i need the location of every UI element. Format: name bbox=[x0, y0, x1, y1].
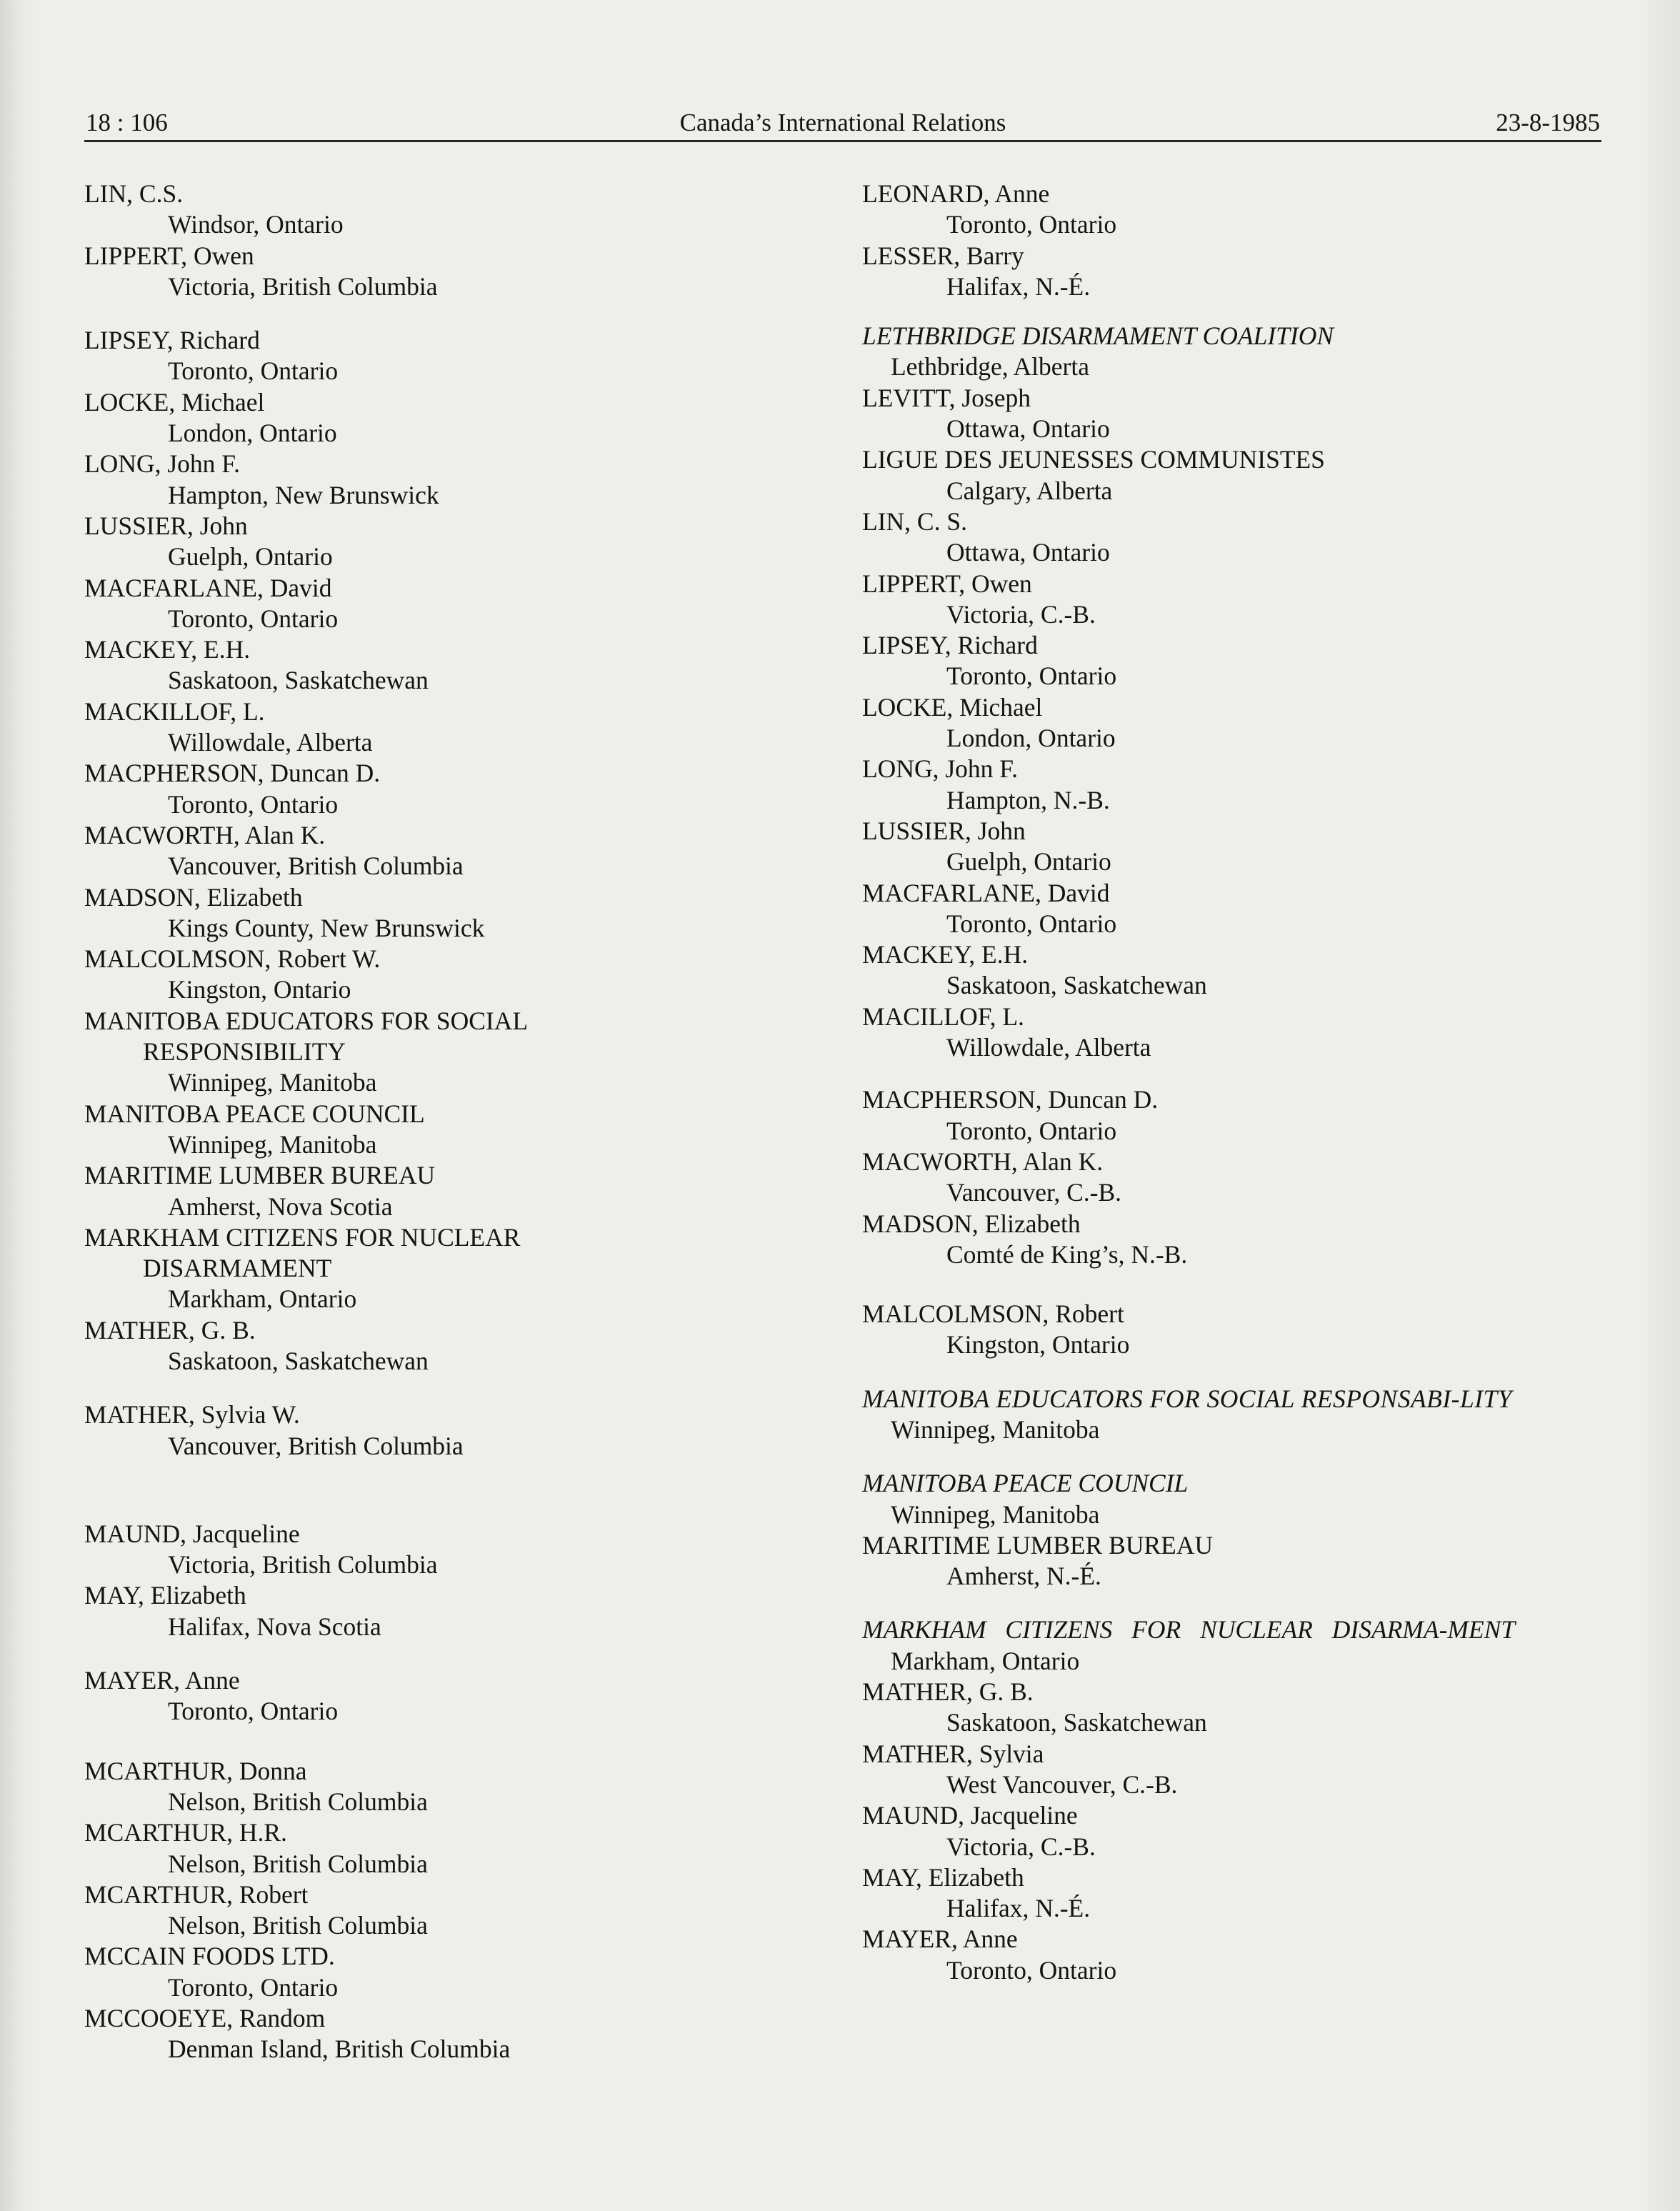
entry-name: MAYER, Anne bbox=[862, 1925, 1018, 1954]
list-item bbox=[84, 758, 841, 820]
entry-place: Kings County, New Brunswick bbox=[168, 913, 485, 942]
entry-name: MADSON, Elizabeth bbox=[84, 882, 303, 912]
entry-place: Victoria, C.-B. bbox=[946, 1832, 1096, 1861]
entry-place: Windsor, Ontario bbox=[168, 210, 344, 239]
entry-name: LIPSEY, Richard bbox=[862, 631, 1038, 660]
entry-place: London, Ontario bbox=[168, 419, 337, 448]
list-item bbox=[84, 1941, 841, 2003]
entry-name: LOCKE, Michael bbox=[84, 387, 265, 416]
list-item bbox=[862, 630, 1605, 692]
entry-name: MAY, Elizabeth bbox=[862, 1862, 1024, 1892]
entry-name: LIGUE DES JEUNESSES COMMUNISTES bbox=[862, 445, 1325, 474]
entry-name: MATHER, Sylvia bbox=[862, 1739, 1044, 1768]
list-item bbox=[84, 1756, 841, 1818]
entry-name: MARITIME LUMBER BUREAU bbox=[84, 1161, 436, 1190]
entry-name: LEVITT, Joseph bbox=[862, 383, 1031, 412]
entry-place: West Vancouver, C.-B. bbox=[946, 1770, 1178, 1799]
list-item bbox=[84, 944, 841, 1006]
list-item bbox=[862, 1924, 1605, 1986]
entry-place: Toronto, Ontario bbox=[168, 604, 339, 633]
list-item bbox=[84, 449, 841, 511]
list-item bbox=[84, 1099, 841, 1161]
list-item bbox=[862, 754, 1605, 816]
list-item bbox=[862, 1209, 1605, 1271]
entry-name: MCARTHUR, H.R. bbox=[84, 1818, 287, 1847]
entry-place: Amherst, Nova Scotia bbox=[168, 1192, 393, 1221]
entry-name: MATHER, G. B. bbox=[862, 1677, 1034, 1707]
list-item bbox=[862, 1677, 1605, 1739]
entry-place: Calgary, Alberta bbox=[946, 476, 1113, 505]
list-item bbox=[862, 1800, 1605, 1862]
list-item bbox=[84, 1006, 656, 1099]
entry-place: Comté de King’s, N.-B. bbox=[946, 1239, 1188, 1269]
list-item bbox=[84, 1160, 841, 1222]
entry-place: Toronto, Ontario bbox=[946, 1116, 1117, 1145]
entry-name: LETHBRIDGE DISARMAMENT COALITION bbox=[862, 321, 1334, 351]
entry-name: MACKEY, E.H. bbox=[84, 635, 251, 664]
publication-date: 23-8-1985 bbox=[1496, 109, 1600, 136]
entry-place: London, Ontario bbox=[946, 724, 1116, 753]
list-item bbox=[84, 2003, 841, 2065]
entry-place: Vancouver, C.-B. bbox=[946, 1178, 1122, 1207]
entry-place: Saskatoon, Saskatchewan bbox=[168, 1346, 429, 1375]
list-item bbox=[84, 820, 841, 882]
entry-name: MALCOLMSON, Robert bbox=[862, 1299, 1124, 1329]
entry-name: LIPPERT, Owen bbox=[862, 569, 1032, 598]
list-item bbox=[862, 506, 1605, 569]
list-item bbox=[862, 1002, 1605, 1064]
list-item bbox=[84, 325, 841, 387]
list-item bbox=[84, 241, 841, 303]
entry-name: MCCOOEYE, Random bbox=[84, 2004, 326, 2033]
list-item bbox=[84, 179, 841, 241]
entry-name: MAYER, Anne bbox=[84, 1666, 240, 1695]
entry-name: MCARTHUR, Robert bbox=[84, 1880, 309, 1909]
entry-place: Saskatoon, Saskatchewan bbox=[946, 971, 1207, 1000]
list-item bbox=[862, 1614, 1605, 1677]
list-item bbox=[84, 1880, 841, 1942]
entry-name: MATHER, Sylvia W. bbox=[84, 1400, 300, 1429]
entry-place: Kingston, Ontario bbox=[168, 975, 351, 1004]
list-item bbox=[84, 1399, 841, 1462]
entry-name: MACFARLANE, David bbox=[84, 573, 332, 602]
entry-place: Nelson, British Columbia bbox=[168, 1911, 428, 1940]
entry-place: Markham, Ontario bbox=[168, 1284, 357, 1314]
list-item bbox=[84, 511, 841, 573]
entry-place: Toronto, Ontario bbox=[168, 1697, 339, 1726]
list-item bbox=[862, 1384, 1605, 1446]
list-item bbox=[862, 878, 1605, 940]
publication-title: Canada’s International Relations bbox=[679, 109, 1006, 136]
list-item bbox=[84, 1519, 841, 1581]
entry-place: Vancouver, British Columbia bbox=[168, 852, 464, 881]
entry-name: MAY, Elizabeth bbox=[84, 1581, 246, 1610]
list-item bbox=[84, 1580, 841, 1642]
entry-name: LIPPERT, Owen bbox=[84, 241, 254, 270]
entry-name: MARITIME LUMBER BUREAU bbox=[862, 1530, 1214, 1559]
entry-place: Winnipeg, Manitoba bbox=[168, 1068, 377, 1097]
entry-place: Toronto, Ontario bbox=[946, 662, 1117, 691]
entry-place: Toronto, Ontario bbox=[946, 1955, 1117, 1985]
list-item bbox=[862, 1299, 1605, 1361]
entry-name: LEONARD, Anne bbox=[862, 179, 1050, 208]
list-item bbox=[862, 692, 1605, 754]
entry-name: MACWORTH, Alan K. bbox=[84, 820, 326, 849]
list-item bbox=[84, 1665, 841, 1727]
list-item bbox=[84, 1222, 656, 1315]
entry-name: LIN, C. S. bbox=[862, 506, 967, 536]
entry-name: LIN, C.S. bbox=[84, 179, 184, 208]
list-item bbox=[862, 241, 1605, 303]
entry-place: Toronto, Ontario bbox=[168, 789, 339, 819]
entry-name: MANITOBA PEACE COUNCIL bbox=[84, 1099, 425, 1128]
list-item bbox=[84, 697, 841, 759]
list-item bbox=[862, 1147, 1605, 1209]
entry-place: Toronto, Ontario bbox=[168, 356, 339, 386]
entry-place: Ottawa, Ontario bbox=[946, 414, 1110, 444]
list-item bbox=[862, 1739, 1605, 1801]
entry-name: MARKHAM CITIZENS FOR NUCLEAR DISARMAMENT bbox=[84, 1222, 521, 1283]
list-item bbox=[862, 383, 1605, 445]
entry-place: Victoria, British Columbia bbox=[168, 271, 438, 301]
entry-place: Winnipeg, Manitoba bbox=[168, 1129, 377, 1159]
entry-place: Toronto, Ontario bbox=[946, 909, 1117, 938]
list-item bbox=[84, 1817, 841, 1880]
list-item bbox=[862, 444, 1605, 506]
entry-name: MAUND, Jacqueline bbox=[84, 1519, 300, 1548]
list-item bbox=[862, 939, 1605, 1002]
entry-place: Willowdale, Alberta bbox=[946, 1033, 1151, 1062]
entry-place: Halifax, N.-É. bbox=[946, 1894, 1091, 1923]
entry-name: MALCOLMSON, Robert W. bbox=[84, 944, 381, 974]
entry-place: Vancouver, British Columbia bbox=[168, 1431, 464, 1460]
page-number: 18 : 106 bbox=[86, 109, 168, 136]
entry-name: MACILLOF, L. bbox=[862, 1002, 1024, 1031]
entry-place: Halifax, Nova Scotia bbox=[168, 1612, 381, 1641]
list-item bbox=[84, 1315, 841, 1377]
list-item bbox=[862, 321, 1605, 383]
entry-place: Saskatoon, Saskatchewan bbox=[946, 1708, 1207, 1737]
entry-place: Nelson, British Columbia bbox=[168, 1849, 428, 1878]
entry-place: Toronto, Ontario bbox=[946, 210, 1117, 239]
entry-place: Amherst, N.-É. bbox=[946, 1562, 1101, 1591]
list-item bbox=[84, 573, 841, 635]
list-item bbox=[862, 179, 1605, 241]
entry-name: MANITOBA EDUCATORS FOR SOCIAL RESPONSABI-LITY bbox=[862, 1384, 1513, 1413]
entry-name: MACPHERSON, Duncan D. bbox=[862, 1085, 1159, 1114]
list-item bbox=[862, 1530, 1605, 1592]
entry-name: MACWORTH, Alan K. bbox=[862, 1147, 1104, 1176]
list-item bbox=[862, 1468, 1605, 1530]
entry-place: Victoria, C.-B. bbox=[946, 599, 1096, 629]
list-item bbox=[862, 816, 1605, 878]
entry-name: MACPHERSON, Duncan D. bbox=[84, 759, 381, 788]
entry-name: LONG, John F. bbox=[84, 449, 241, 479]
entry-place: Victoria, British Columbia bbox=[168, 1550, 438, 1579]
running-header bbox=[84, 107, 1601, 142]
entry-name: MACKILLOF, L. bbox=[84, 697, 265, 726]
entry-place: Kingston, Ontario bbox=[946, 1330, 1130, 1359]
entry-place: Markham, Ontario bbox=[891, 1646, 1080, 1675]
entry-place: Hampton, N.-B. bbox=[946, 785, 1110, 814]
entry-place: Hampton, New Brunswick bbox=[168, 480, 439, 509]
entry-name: MACFARLANE, David bbox=[862, 878, 1110, 907]
list-item bbox=[862, 1084, 1605, 1147]
entry-name: MACKEY, E.H. bbox=[862, 940, 1029, 969]
entry-name: LUSSIER, John bbox=[862, 816, 1026, 845]
entry-place: Willowdale, Alberta bbox=[168, 728, 373, 757]
entry-name: LUSSIER, John bbox=[84, 511, 248, 540]
entry-name: MAUND, Jacqueline bbox=[862, 1801, 1078, 1830]
entry-place: Lethbridge, Alberta bbox=[891, 352, 1089, 381]
list-item bbox=[84, 882, 841, 944]
entry-name: MANITOBA EDUCATORS FOR SOCIAL RESPONSIBILITY bbox=[84, 1006, 527, 1067]
entry-name: MATHER, G. B. bbox=[84, 1315, 256, 1344]
entry-place: Guelph, Ontario bbox=[946, 847, 1111, 877]
entry-place: Winnipeg, Manitoba bbox=[891, 1414, 1100, 1444]
entry-place: Guelph, Ontario bbox=[168, 542, 333, 572]
list-item bbox=[84, 387, 841, 449]
entry-name: MADSON, Elizabeth bbox=[862, 1209, 1081, 1238]
entry-place: Denman Island, British Columbia bbox=[168, 2035, 511, 2064]
entry-name: MANITOBA PEACE COUNCIL bbox=[862, 1469, 1189, 1498]
entry-place: Saskatoon, Saskatchewan bbox=[168, 666, 429, 695]
entry-place: Winnipeg, Manitoba bbox=[891, 1499, 1100, 1529]
entry-place: Ottawa, Ontario bbox=[946, 538, 1110, 567]
witness-list-french bbox=[862, 179, 1605, 1986]
entry-name: MCARTHUR, Donna bbox=[84, 1756, 307, 1785]
entry-name: MCCAIN FOODS LTD. bbox=[84, 1942, 335, 1971]
list-item bbox=[862, 1862, 1605, 1925]
entry-place: Nelson, British Columbia bbox=[168, 1787, 428, 1816]
entry-name: LONG, John F. bbox=[862, 754, 1019, 784]
entry-place: Halifax, N.-É. bbox=[946, 271, 1091, 301]
list-item bbox=[84, 634, 841, 697]
list-item bbox=[862, 569, 1605, 631]
entry-name: LESSER, Barry bbox=[862, 241, 1024, 270]
entry-place: Toronto, Ontario bbox=[168, 1972, 339, 2002]
entry-name: LOCKE, Michael bbox=[862, 692, 1043, 722]
witness-list-english bbox=[84, 179, 841, 2065]
entry-name: LIPSEY, Richard bbox=[84, 326, 260, 355]
entry-name: MARKHAM CITIZENS FOR NUCLEAR DISARMA-MENT bbox=[862, 1615, 1516, 1644]
